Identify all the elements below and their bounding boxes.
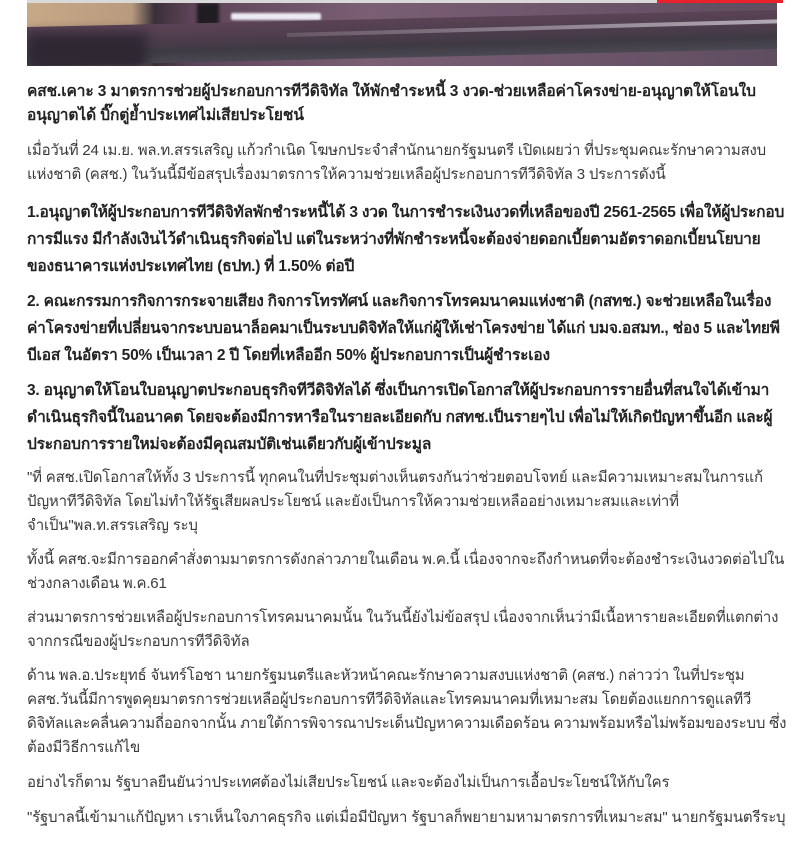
lead-paragraph: เมื่อวันที่ 24 เม.ย. พล.ท.สรรเสริญ แก้วกำเนิด โฆษกประจำสำนักนายกรัฐมนตรี เปิดเผยว่า ที่ประชุมคณะรักษาความสงบแห่งชาติ (คสช.) ในวันนี้มีข้อสรุปเรื่องมาตรการให้ความช่วยเหลือผู้ประกอบการทีวีดิจิทัล 3 ประการดังนี้ bbox=[27, 142, 766, 183]
pm-statement-paragraph: ด้าน พล.อ.ประยุทธ์ จันทร์โอชา นายกรัฐมนตรีและหัวหน้าคณะรักษาความสงบแห่งชาติ (คสช.) กล่าวว่า ในที่ประชุม คสช.วันนี้มีการพูดคุยมาตรการช่วยเหลือผู้ประกอบการทีวีดิจิทัลและโทรคมนาคมที่เหมาะสม โดยต้องแยกการดูแลทีวีดิจิทัลและคลื่นความถี่ออกจากนั้น ภายใต้การพิจารณาประเด็นปัญหาความเดือดร้อน ความพร้อมหรือไม่พร้อมของระบบ ซึ่งต้องมีวิธีการแก้ไข bbox=[27, 667, 787, 756]
hero-image-blur bbox=[27, 33, 147, 66]
article-headline: คสช.เคาะ 3 มาตรการช่วยผู้ประกอบการทีวีดิจิทัล ให้พักชำระหนี้ 3 งวด-ช่วยเหลือค่าโครงข่าย-อนุญาตให้โอนใบอนุญาตได้ บิ๊กตู่ย้ำประเทศไม่เสียประโยชน์ bbox=[27, 83, 756, 124]
telecom-note-paragraph: ส่วนมาตรการช่วยเหลือผู้ประกอบการโทรคมนาคมนั้น ในวันนี้ยังไม่ข้อสรุป เนื่องจากเห็นว่ามีเนื้อหารายละเอียดที่แตกต่างจากกรณีของผู้ประกอบการทีวีดิจิทัล bbox=[27, 609, 779, 650]
order-timing-paragraph: ทั้งนี้ คสช.จะมีการออกคำสั่งตามมาตรการดังกล่าวภายในเดือน พ.ค.นี้ เนื่องจากจะถึงกำหนดที่จะต้องชำระเงินงวดต่อไปในช่วงกลางเดือน พ.ค.61 bbox=[27, 551, 785, 592]
article-body bbox=[27, 80, 787, 830]
pm-quote: "รัฐบาลนี้เข้ามาแก้ปัญหา เราเห็นใจภาคธุรกิจ แต่เมื่อมีปัญหา รัฐบาลก็พยายามหามาตรการที่เหมาะสม" นายกรัฐมนตรีระบุ bbox=[27, 809, 786, 826]
measure-item-1: 1.อนุญาตให้ผู้ประกอบการทีวีดิจิทัลพักชำระหนี้ได้ 3 งวด ในการชำระเงินงวดที่เหลือของปี 2561-2565 เพื่อให้ผู้ประกอบการมีแรง มีกำลังเงินไว้ดำเนินธุรกิจต่อไป แต่ในระหว่างที่พักชำระหนี้จะต้องจ่ายดอกเบี้ยตามอัตราดอกเบี้ยนโยบายของธนาคารแห่งประเทศไทย (ธปท.) ที่ 1.50% ต่อปี bbox=[27, 204, 785, 275]
spokesman-quote: "ที่ คสช.เปิดโอกาสให้ทั้ง 3 ประการนี้ ทุกคนในที่ประชุมต่างเห็นตรงกันว่าช่วยตอบโจทย์ และมีความเหมาะสมในการแก้ปัญหาทีวีดิจิทัล โดยไม่ทำให้รัฐเสียผลประโยชน์ และยังเป็นการให้ความช่วยเหลืออย่างเหมาะสมและเท่าที่จำเป็น"พล.ท.สรรเสริญ ระบุ bbox=[27, 469, 763, 534]
however-paragraph: อย่างไรก็ตาม รัฐบาลยืนยันว่าประเทศต้องไม่เสียประโยชน์ และจะต้องไม่เป็นการเอื้อประโยชน์ให้กับใคร bbox=[27, 774, 670, 791]
measure-item-3: 3. อนุญาตให้โอนใบอนุญาตประกอบธุรกิจทีวีดิจิทัลได้ ซึ่งเป็นการเปิดโอกาสให้ผู้ประกอบการรายอื่นที่สนใจได้เข้ามาดำเนินธุรกิจนี้ในอนาคต โดยจะต้องมีการหารือในรายละเอียดกับ กสทช.เป็นรายๆไป เพื่อไม่ให้เกิดปัญหาขึ้นอีก และผู้ประกอบการรายใหม่จะต้องมีคุณสมบัติเช่นเดียวกับผู้เข้าประมูล bbox=[27, 382, 773, 453]
article-hero-image bbox=[27, 3, 777, 66]
measure-item-2: 2. คณะกรรมการกิจการกระจายเสียง กิจการโทรทัศน์ และกิจการโทรคมนาคมแห่งชาติ (กสทช.) จะช่วยเหลือในเรื่องค่าโครงข่ายที่เปลี่ยนจากระบบอนาล็อคมาเป็นระบบดิจิทัลให้แก่ผู้ให้เช่าโครงข่าย ได้แก่ บมจ.อสมท., ช่อง 5 และไทยพีบีเอส ในอัตรา 50% เป็นเวลา 2 ปี โดยที่เหลืออีก 50% ผู้ประกอบการเป็นผู้ชำระเอง bbox=[27, 293, 780, 364]
hero-image-papers bbox=[231, 13, 321, 20]
